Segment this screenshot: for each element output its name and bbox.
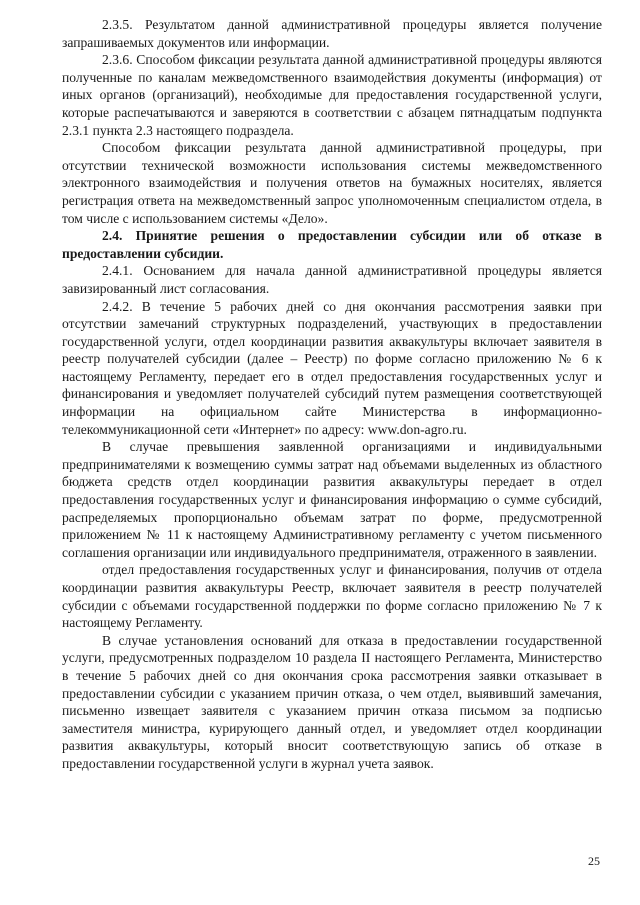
- paragraph-2-3-5: 2.3.5. Результатом данной административной процедуры является получение запрашиваемых документов или информации.: [62, 17, 602, 50]
- paragraph-fixation-method: Способом фиксации результата данной административной процедуры, при отсутствии технической возможности использования системы межведомственного электронного взаимодействия и получения ответов на бумажных носителях, является регистрация ответа на межведомственный запрос уполномоченным специалистом отдела, в том числе с использованием системы «Дело».: [62, 140, 602, 226]
- paragraph-2-4-2: 2.4.2. В течение 5 рабочих дней со дня окончания рассмотрения заявки при отсутствии замечаний структурных подразделений, участвующих в предоставлении государственной услуги, отдел координации развития аквакультуры включает заявителя в реестр получателей субсидии (далее – Реестр) по форме согласно приложению № 6 к настоящему Регламенту, передает его в отдел предоставления государственных услуг и финансирования и уведомляет получателей субсидий путем размещения соответствующей информации на официальном сайте Министерства в информационно-телекоммуникационной сети «Интернет» по адресу: www.don-agro.ru.: [62, 298, 602, 437]
- paragraph-2-4-1: 2.4.1. Основанием для начала данной административной процедуры является завизированный лист согласования.: [62, 263, 602, 296]
- section-heading-2-4: 2.4. Принятие решения о предоставлении субсидии или об отказе в предоставлении субсидии.: [62, 228, 602, 261]
- paragraph-excess-claims: В случае превышения заявленной организациями и индивидуальными предпринимателями к возмещению суммы затрат над объемами выделенных из областного бюджета средств отдел координации развития аквакультуры передает в отдел предоставления государственных услуг и финансирования информацию о сумме субсидий, распределяемых пропорционально объемам затрат по форме, предусмотренной приложением № 11 к настоящему Административному регламенту с учетом письменного соглашения организации или индивидуального предпринимателя, отраженного в заявлении.: [62, 439, 602, 560]
- paragraph-registry-transfer: отдел предоставления государственных услуг и финансирования, получив от отдела координации развития аквакультуры Реестр, включает заявителя в реестр получателей субсидии с объемами государственной поддержки по форме согласно приложению № 7 к настоящему Регламенту.: [62, 562, 602, 631]
- paragraph-2-3-6: 2.3.6. Способом фиксации результата данной административной процедуры являются полученные по каналам межведомственного взаимодействия документы (информация) от иных органов (организаций), необходимые для предоставления государственной услуги, которые распечатываются и заверяются в соответствии с абзацем пятнадцатым подпункта 2.3.1 пункта 2.3 настоящего подраздела.: [62, 52, 602, 138]
- paragraph-refusal: В случае установления оснований для отказа в предоставлении государственной услуги, предусмотренных подразделом 10 раздела II настоящего Регламента, Министерство в течение 5 рабочих дней со дня окончания срока рассмотрения заявки отказывает в предоставлении субсидии с указанием причин отказа, о чем отдел, выявивший замечания, письменно извещает заявителя с указанием причин отказа письмом за подписью заместителя министра, курирующего данный отдел, и уведомляет отдел координации развития аквакультуры, который вносит соответствующую запись об отказе в предоставлении государственной услуги в журнал учета заявок.: [62, 632, 602, 771]
- document-page: [62, 16, 602, 773]
- page-number: 25: [588, 854, 600, 868]
